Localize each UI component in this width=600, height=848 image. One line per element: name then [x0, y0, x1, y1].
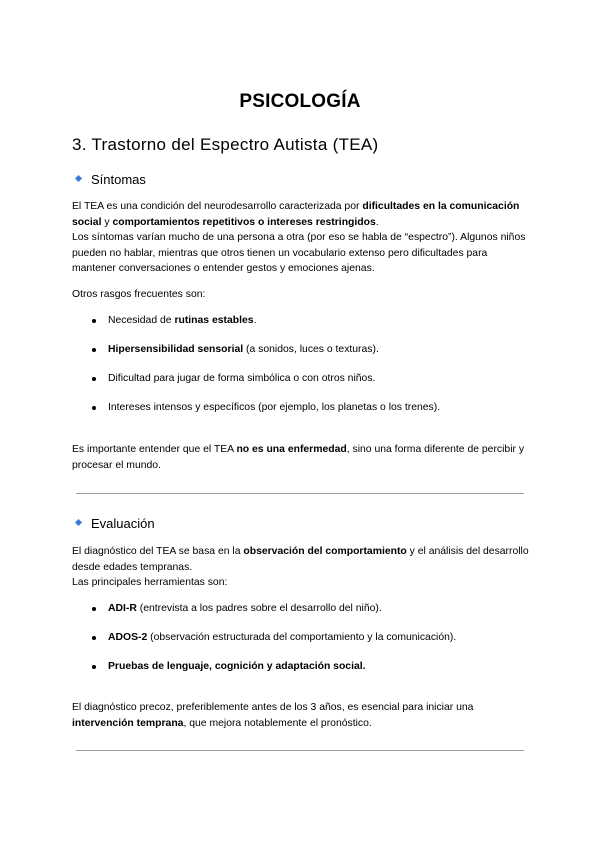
- bold-text: no es una enfermedad: [236, 444, 347, 455]
- sintomas-intro: [72, 199, 532, 277]
- evaluacion-heading: [76, 516, 155, 531]
- bold-text: observación del comportamiento: [243, 546, 407, 557]
- bold-text: Hipersensibilidad sensorial: [108, 344, 244, 355]
- bold-text: Pruebas de lenguaje, cognición y adaptación social.: [108, 661, 366, 672]
- others-intro: Otros rasgos frecuentes son:: [72, 289, 206, 300]
- bold-text: ADI-R: [108, 603, 137, 614]
- text-run: El diagnóstico del TEA se basa en la: [72, 546, 244, 557]
- text-run: , que mejora notablemente el pronóstico.: [183, 717, 372, 729]
- section-title: 3. Trastorno del Espectro Autista (TEA): [72, 135, 379, 154]
- sintomas-list: [72, 313, 532, 415]
- text-run: Intereses intensos y específicos (por ejemplo, los planetas o los trenes).: [108, 402, 441, 413]
- sintomas-closing: [72, 442, 532, 473]
- evaluacion-closing: [72, 700, 532, 731]
- text-run: Necesidad de: [108, 315, 175, 326]
- diamond-bullet-icon: [75, 175, 82, 182]
- text-run: El diagnóstico precoz, preferiblemente antes de los 3 años, es esencial para iniciar una: [72, 702, 474, 713]
- list-item: [72, 400, 532, 415]
- list-item: [72, 630, 532, 645]
- list-item: [72, 601, 532, 616]
- evaluacion-intro: [72, 544, 532, 591]
- evaluacion-heading-label: Evaluación: [91, 516, 155, 531]
- text-run: (a sonidos, luces o texturas).: [243, 344, 379, 355]
- bold-text: ADOS-2: [108, 632, 148, 643]
- bold-text: intervención temprana: [72, 717, 184, 729]
- text-run: . Los síntomas varían mucho de una persona a otra (por eso se habla de “espectro”). Algunos niños pueden no hablar, mientras que otros tienen un vocabulario extenso pero dificultades para mantener conversaciones o entender gestos y emociones ajenas.: [72, 216, 526, 274]
- text-run: .: [253, 315, 257, 326]
- text-run: y el análisis del desarrollo desde edades tempranas. Las principales herramientas son:: [72, 546, 529, 588]
- bold-text: comportamientos repetitivos o intereses restringidos: [112, 216, 376, 228]
- text-run: Dificultad para jugar de forma simbólica o con otros niños.: [108, 373, 376, 384]
- text-run: (entrevista a los padres sobre el desarrollo del niño).: [136, 603, 382, 614]
- bold-text: rutinas estables: [174, 315, 254, 326]
- page-title: PSICOLOGÍA: [239, 91, 361, 112]
- sintomas-heading: [76, 172, 146, 187]
- text-run: El TEA es una condición del neurodesarrollo caracterizada por: [72, 201, 363, 212]
- list-item: [72, 659, 532, 674]
- text-run: , sino una forma diferente de percibir y procesar el mundo.: [72, 444, 525, 471]
- list-item: [72, 342, 532, 357]
- diamond-bullet-icon: [75, 519, 82, 526]
- text-run: Es importante entender que el TEA: [72, 444, 237, 455]
- text-run: y: [101, 216, 113, 228]
- list-item: [72, 313, 532, 328]
- bold-text: dificultades en la comunicación social: [72, 201, 520, 228]
- list-item: [72, 371, 532, 386]
- section-divider: [76, 750, 524, 751]
- text-run: (observación estructurada del comportamiento y la comunicación).: [147, 632, 457, 643]
- sintomas-heading-label: Síntomas: [91, 172, 146, 187]
- evaluacion-list: [72, 601, 532, 674]
- section-divider: [76, 493, 524, 494]
